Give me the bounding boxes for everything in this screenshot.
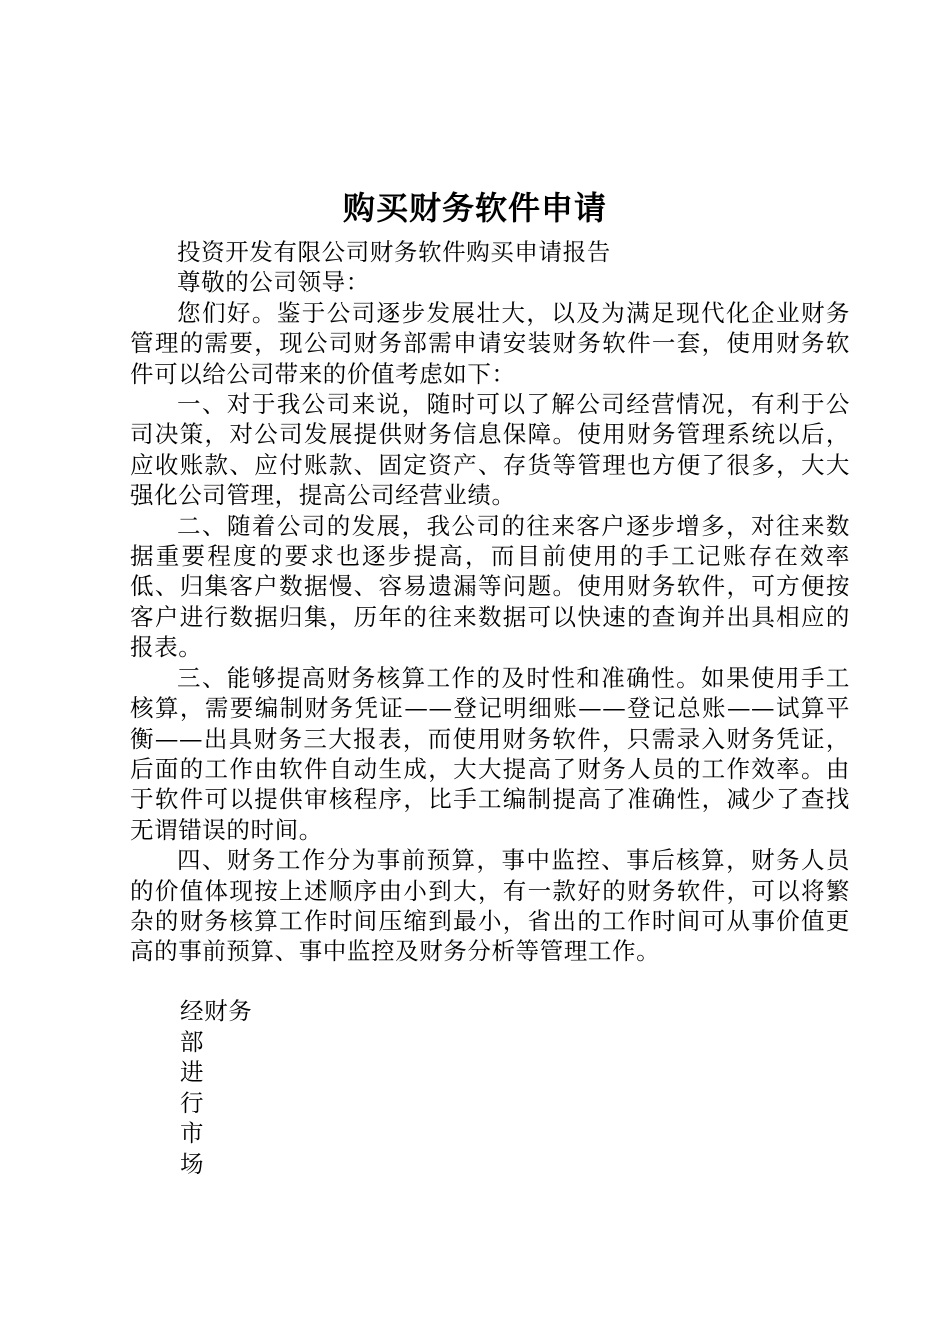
intro-paragraph: 您们好。鉴于公司逐步发展壮大，以及为满足现代化企业财务管理的需要，现公司财务部需申请安装财务软件一套，使用财务软件可以给公司带来的价值考虑如下： xyxy=(130,298,850,388)
document-title: 购买财务软件申请 xyxy=(342,189,607,227)
closing-line: 场 xyxy=(180,1149,205,1178)
point-four-paragraph: 四、财务工作分为事前预算，事中监控、事后核算，财务人员的价值体现按上述顺序由小到大，有一款好的财务软件，可以将繁杂的财务核算工作时间压缩到最小，省出的工作时间可从事价值更高的事前预算、事中监控及财务分析等管理工作。 xyxy=(130,846,850,966)
document-body xyxy=(130,237,850,967)
point-two-paragraph: 二、随着公司的发展，我公司的往来客户逐步增多，对往来数据重要程度的要求也逐步提高，而目前使用的手工记账存在效率低、归集客户数据慢、容易遗漏等问题。使用财务软件，可方便按客户进行数据归集，历年的往来数据可以快速的查询并出具相应的报表。 xyxy=(130,511,850,662)
salutation-paragraph: 尊敬的公司领导： xyxy=(177,268,370,297)
closing-line: 行 xyxy=(180,1088,205,1117)
subtitle-paragraph: 投资开发有限公司财务软件购买申请报告 xyxy=(177,238,611,266)
closing-line: 经财务 xyxy=(180,997,253,1025)
closing-line: 进 xyxy=(180,1058,205,1087)
closing-line: 市 xyxy=(180,1119,205,1148)
closing-line: 部 xyxy=(180,1027,205,1056)
closing-text xyxy=(180,996,252,1180)
point-one-paragraph: 一、对于我公司来说，随时可以了解公司经营情况，有利于公司决策，对公司发展提供财务信息保障。使用财务管理系统以后，应收账款、应付账款、固定资产、存货等管理也方便了很多，大大强化公司管理，提高公司经营业绩。 xyxy=(130,390,850,510)
point-three-paragraph: 三、能够提高财务核算工作的及时性和准确性。如果使用手工核算，需要编制财务凭证——登记明细账——登记总账——试算平衡——出具财务三大报表，而使用财务软件，只需录入财务凭证，后面的工作由软件自动生成，大大提高了财务人员的工作效率。由于软件可以提供审核程序，比手工编制提高了准确性，减少了查找无谓错误的时间。 xyxy=(130,663,850,844)
